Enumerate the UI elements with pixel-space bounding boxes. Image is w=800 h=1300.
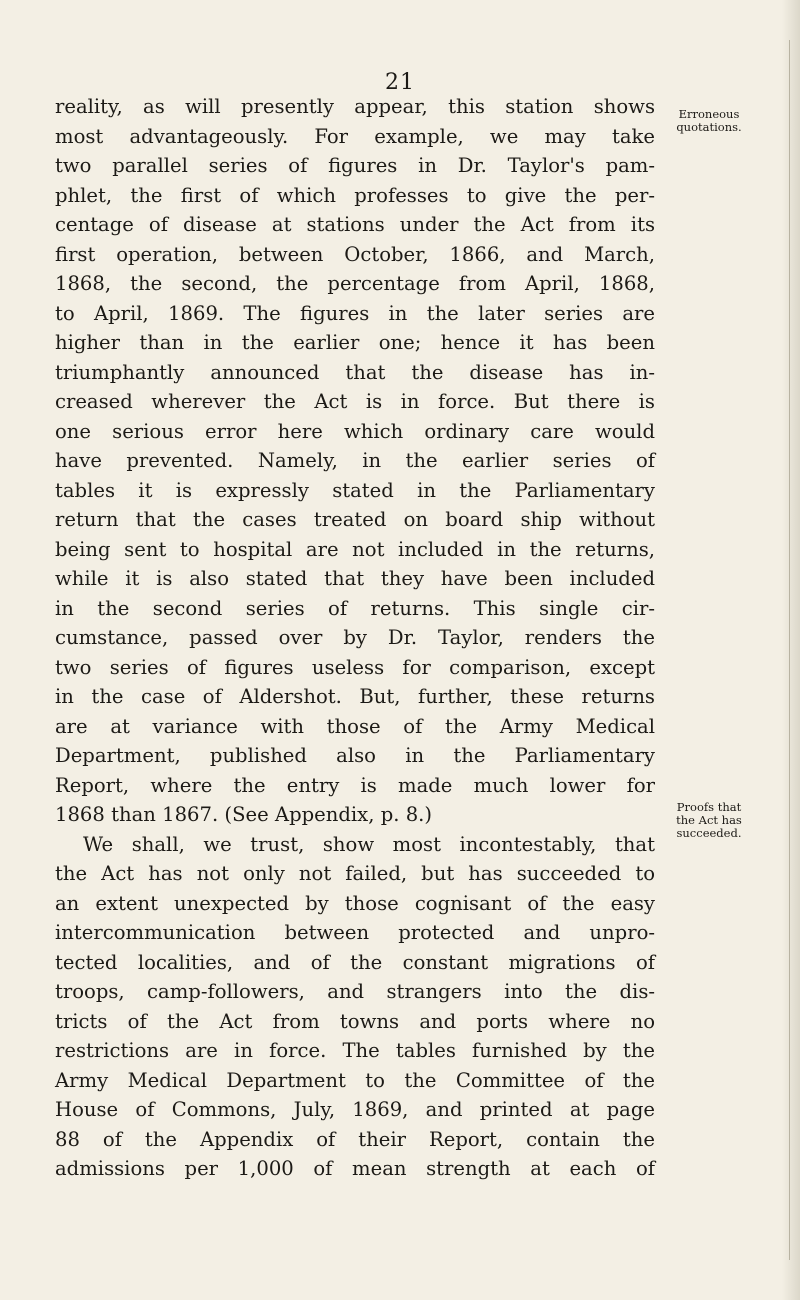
text-line: two parallel series of figures in Dr. Taylor's pam-: [55, 154, 655, 177]
text-line: return that the cases treated on board ship without: [55, 508, 655, 531]
margin-note-line: the Act has: [676, 813, 742, 827]
text-line: House of Commons, July, 1869, and printed at page: [55, 1098, 655, 1121]
page-edge-line: [789, 40, 790, 1260]
text-line: Department, published also in the Parliamentary: [55, 744, 655, 767]
text-line: reality, as will presently appear, this station shows: [55, 95, 655, 118]
text-line: have prevented. Namely, in the earlier series of: [55, 449, 655, 472]
text-line: restrictions are in force. The tables furnished by the: [55, 1039, 655, 1062]
margin-note-line: quotations.: [676, 120, 742, 134]
body-text: [55, 92, 655, 1184]
text-line: intercommunication between protected and unpro-: [55, 921, 655, 944]
text-line: 1868, the second, the percentage from April, 1868,: [55, 272, 655, 295]
text-line: Report, where the entry is made much lower for: [55, 773, 655, 797]
text-line: cumstance, passed over by Dr. Taylor, renders the: [55, 626, 655, 649]
text-line: two series of figures useless for comparison, except: [55, 655, 655, 679]
page-edge-shadow: [782, 0, 800, 1300]
text-line: Army Medical Department to the Committee of the: [55, 1068, 655, 1092]
text-line: are at variance with those of the Army Medical: [55, 714, 655, 738]
text-line: an extent unexpected by those cognisant of the easy: [55, 891, 655, 915]
paragraph-proofs-act-succeeded: [55, 830, 655, 1184]
text-line: 88 of the Appendix of their Report, contain the: [55, 1127, 655, 1151]
text-line: one serious error here which ordinary care would: [55, 419, 655, 443]
text-line: triumphantly announced that the disease has in-: [55, 360, 655, 384]
text-line: while it is also stated that they have been included: [55, 567, 655, 590]
text-line: admissions per 1,000 of mean strength at each of: [55, 1157, 655, 1180]
text-line: troops, camp-followers, and strangers into the dis-: [55, 980, 655, 1003]
text-line: the Act has not only not failed, but has succeeded to: [55, 862, 655, 885]
text-line: most advantageously. For example, we may take: [55, 124, 655, 148]
text-line: tricts of the Act from towns and ports where no: [55, 1009, 655, 1033]
paragraph-erroneous-quotations: [55, 92, 655, 830]
margin-note-line: Proofs that: [676, 800, 742, 814]
text-line: to April, 1869. The figures in the later series are: [55, 301, 655, 325]
text-line: phlet, the first of which professes to give the per-: [55, 183, 655, 207]
text-line: centage of disease at stations under the Act from its: [55, 213, 655, 236]
text-line: first operation, between October, 1866, and March,: [55, 242, 655, 266]
margin-note-line: succeeded.: [676, 826, 742, 840]
text-line: being sent to hospital are not included in the returns,: [55, 537, 655, 561]
page-number: 21: [385, 70, 415, 95]
margin-note-proofs-act-succeeded: [664, 801, 754, 840]
text-line: higher than in the earlier one; hence it has been: [55, 331, 655, 354]
text-line: We shall, we trust, show most incontestably, that: [83, 832, 655, 856]
text-line: tected localities, and of the constant migrations of: [55, 950, 655, 974]
text-line: in the second series of returns. This single cir-: [55, 596, 655, 620]
text-line: tables it is expressly stated in the Parliamentary: [55, 478, 655, 502]
text-line: in the case of Aldershot. But, further, these returns: [55, 685, 655, 708]
margin-note-line: Erroneous: [678, 107, 740, 121]
margin-note-erroneous-quotations: [664, 108, 754, 134]
text-line: 1868 than 1867. (See Appendix, p. 8.): [55, 803, 433, 826]
text-line: creased wherever the Act is in force. But there is: [55, 390, 655, 413]
